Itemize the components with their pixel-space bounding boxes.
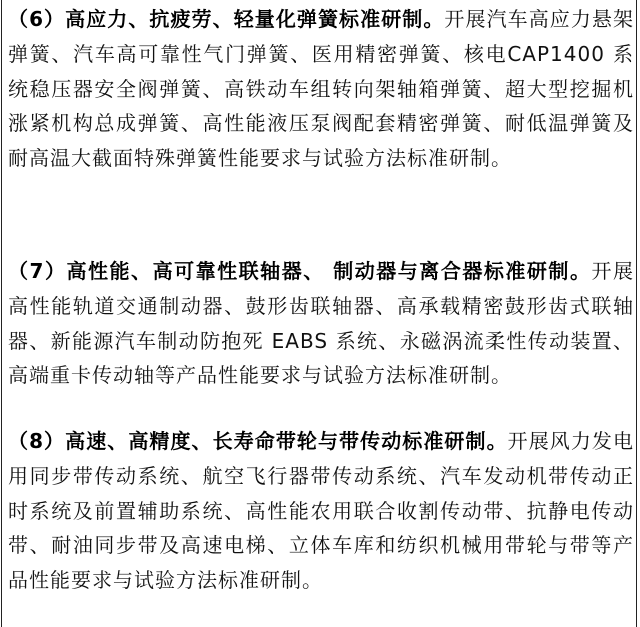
- document-frame: [1, 0, 637, 627]
- section-7-paragraph: [8, 254, 634, 393]
- section-8-body: 开展风力发电用同步带传动系统、航空飞行器带传动系统、汽车发动机带传动正时系统及前置辅助系统、高性能农用联合收割传动带、抗静电传动带、耐油同步带及高速电梯、立体车库和纺织机械用带轮与带等产品性能要求与试验方法标准研制。: [8, 429, 634, 593]
- section-6-paragraph: [8, 2, 634, 176]
- section-7-heading: （7）高性能、高可靠性联轴器、 制动器与离合器标准研制。: [8, 259, 592, 283]
- section-8-heading: （8）高速、高精度、长寿命带轮与带传动标准研制。: [8, 429, 508, 453]
- section-7-body: 开展高性能轨道交通制动器、鼓形齿联轴器、高承载精密鼓形齿式联轴器、新能源汽车制动防抱死 EABS 系统、永磁涡流柔性传动装置、高端重卡传动轴等产品性能要求与试验方法标准研制。: [8, 259, 634, 388]
- section-8-paragraph: [8, 424, 634, 598]
- section-6-heading: （6）高应力、抗疲劳、轻量化弹簧标准研制。: [8, 7, 445, 31]
- section-6-body: 开展汽车高应力悬架弹簧、汽车高可靠性气门弹簧、医用精密弹簧、核电CAP1400 系统稳压器安全阀弹簧、高铁动车组转向架轴箱弹簧、超大型挖掘机涨紧机构总成弹簧、高性能液压泵阀配套精密弹簧、耐低温弹簧及耐高温大截面特殊弹簧性能要求与试验方法标准研制。: [8, 7, 634, 171]
